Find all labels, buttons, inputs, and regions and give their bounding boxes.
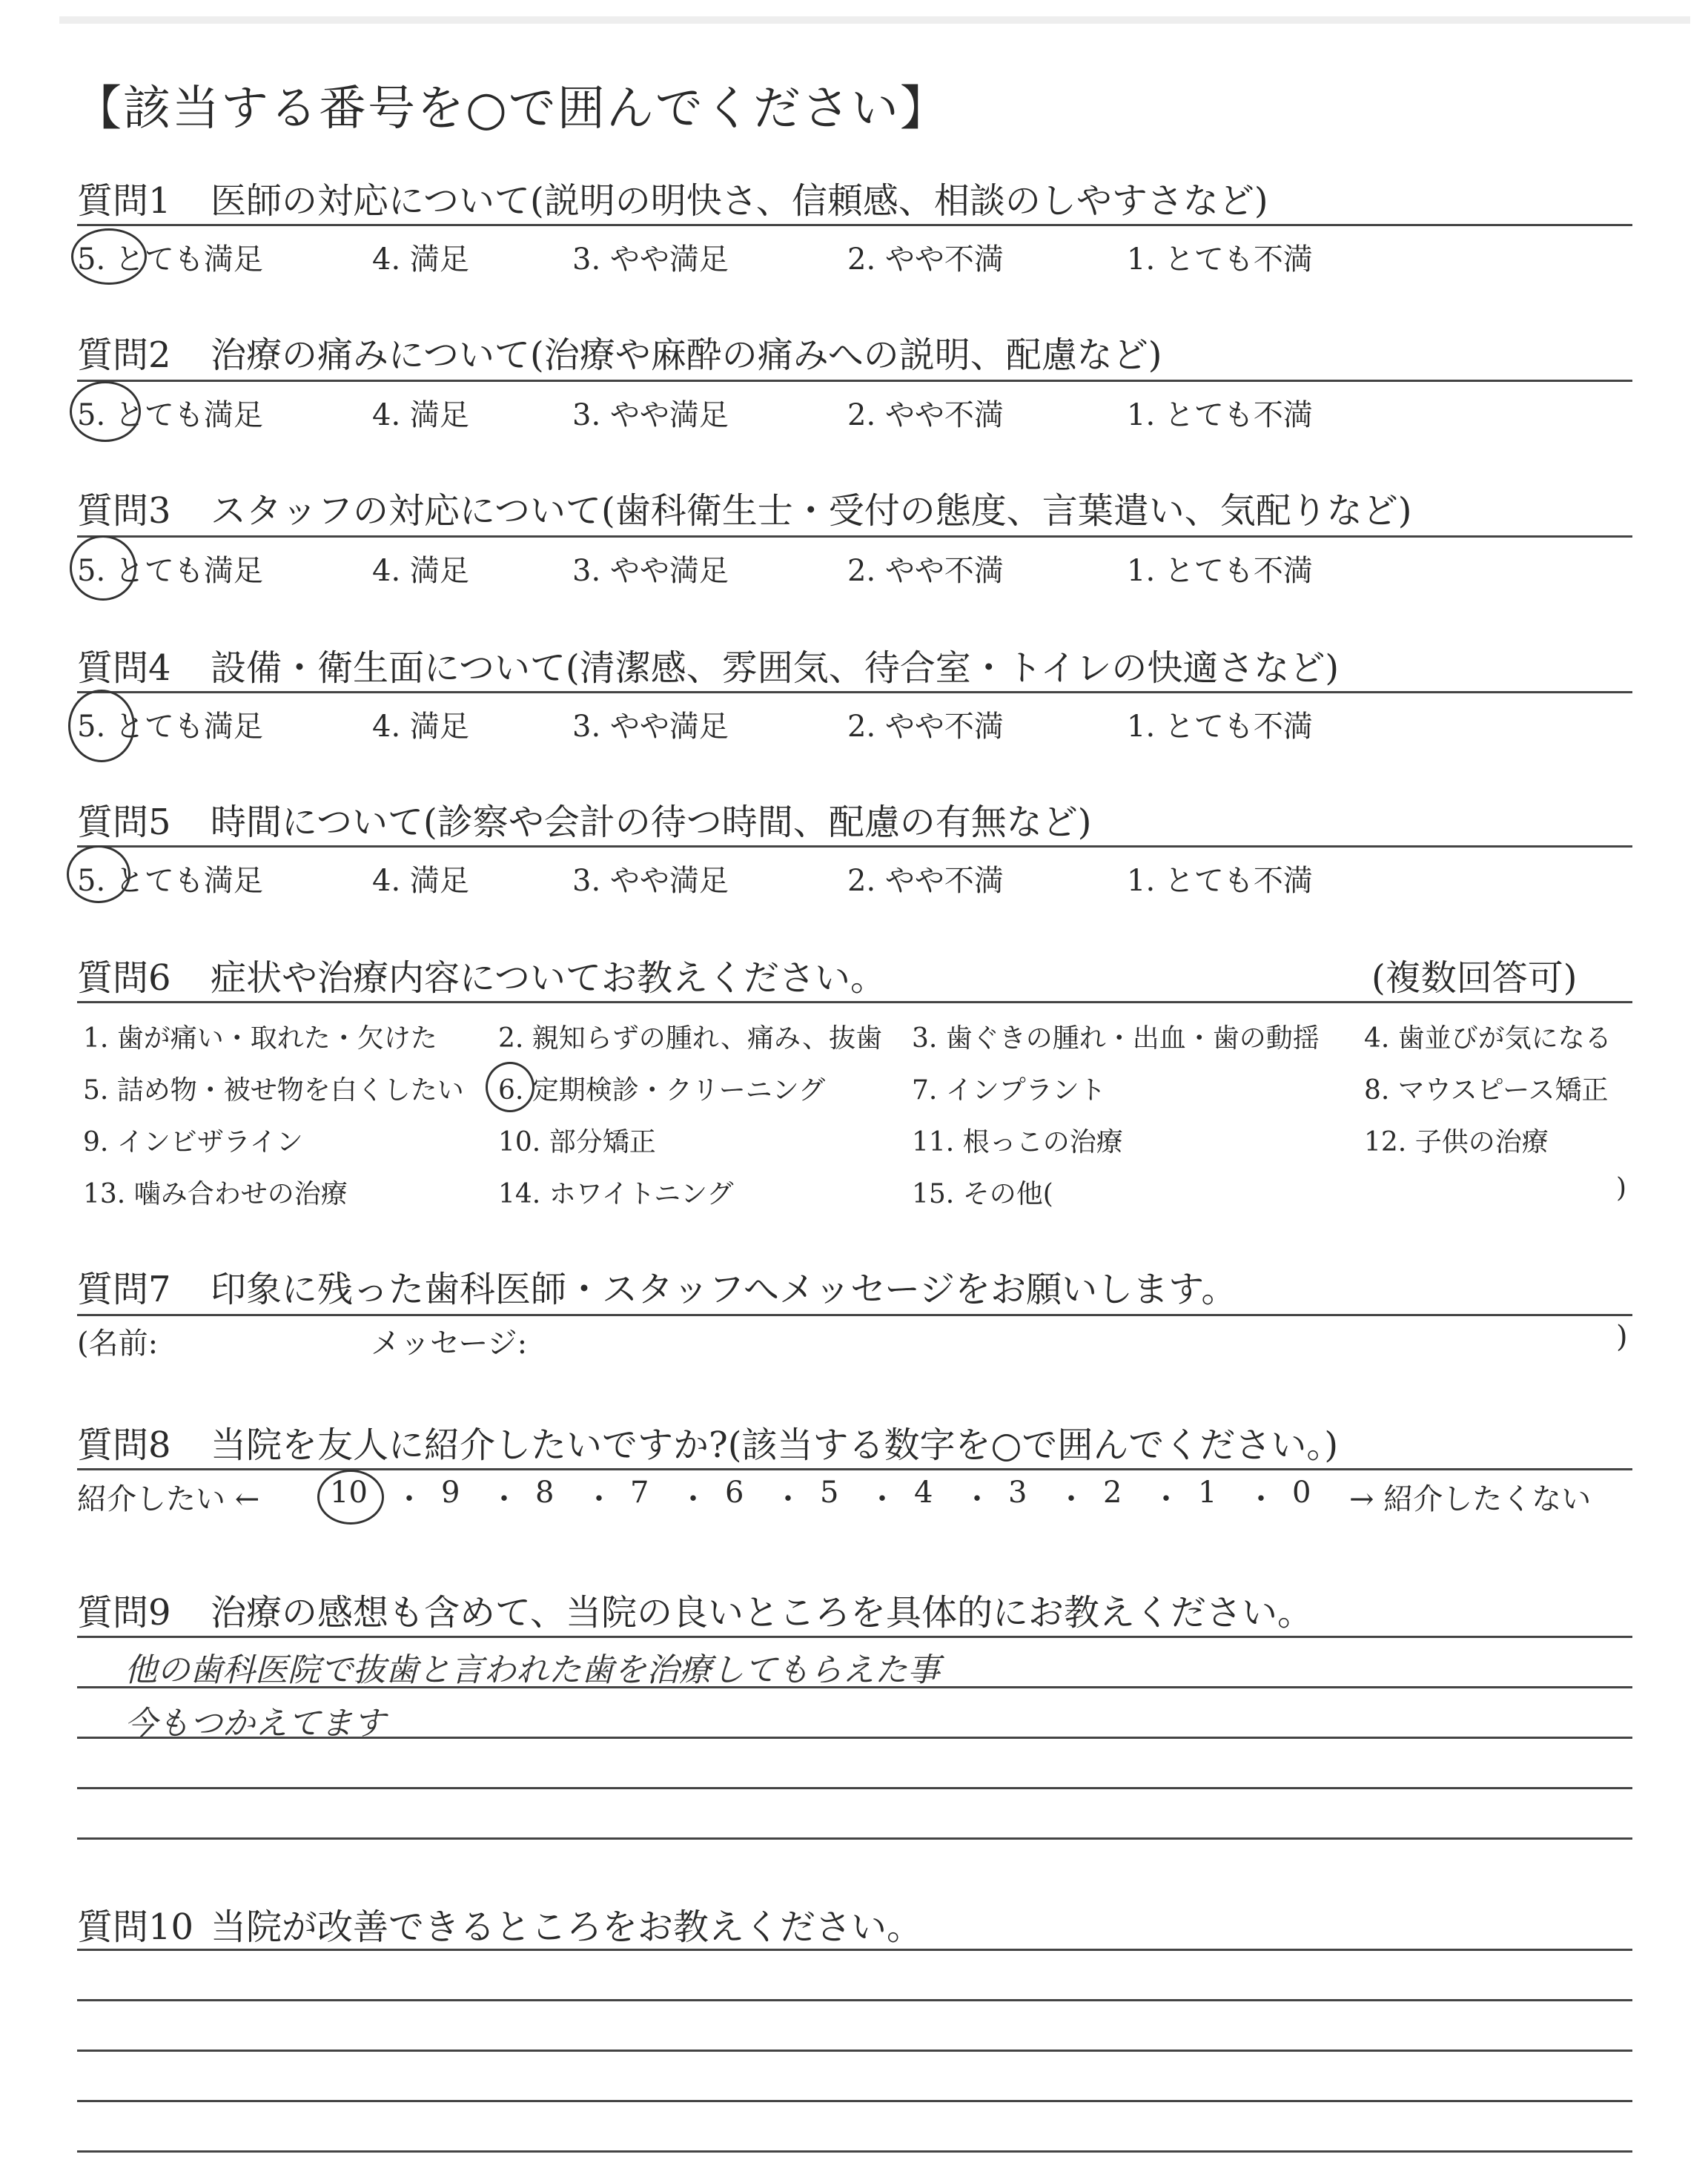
question-number: 質問9	[77, 1592, 171, 1634]
question-number: 質問2	[77, 334, 171, 376]
question-3	[77, 482, 1412, 533]
question-number: 質問6	[77, 957, 171, 999]
selection-circle	[71, 228, 147, 285]
divider	[77, 691, 1632, 693]
scan-top-edge	[59, 16, 1690, 24]
question-text: 設備・衛生面について(清潔感、雰囲気、待合室・トイレの快適さなど)	[211, 647, 1340, 689]
handwritten-answer-line-1: 他の歯科医院で抜歯と言われた歯を治療してもらえた事	[125, 1651, 940, 1689]
option-1[interactable]: 1. とても不満	[1127, 242, 1313, 277]
answer-line	[77, 1686, 1632, 1688]
option-3[interactable]: 3. やや満足	[572, 398, 729, 432]
option-5[interactable]: 5. とても満足	[77, 398, 263, 432]
option-5[interactable]: 5. とても満足	[77, 242, 263, 277]
symptom-option-2[interactable]: 2. 親知らずの腫れ、痛み、抜歯	[498, 1023, 883, 1054]
divider	[77, 1314, 1632, 1316]
option-3[interactable]: 3. やや満足	[572, 242, 729, 277]
question-4	[77, 639, 1339, 690]
scale-dot: ・	[489, 1482, 519, 1516]
handwritten-answer-line-2: 今もつかえてます	[125, 1705, 385, 1743]
question-text: 治療の感想も含めて、当院の良いところを具体的にお教えください。	[211, 1592, 1314, 1634]
answer-line	[77, 2100, 1632, 2102]
scale-dot: ・	[773, 1482, 803, 1516]
divider	[77, 845, 1632, 848]
symptom-option-13[interactable]: 13. 噛み合わせの治療	[83, 1179, 348, 1209]
scale-dot: ・	[962, 1482, 992, 1516]
scale-2[interactable]: 2	[1103, 1476, 1122, 1510]
question-8	[77, 1416, 1338, 1467]
message-field-label[interactable]: メッセージ:	[371, 1327, 528, 1361]
option-4[interactable]: 4. 満足	[372, 864, 469, 898]
question-5	[77, 793, 1092, 845]
symptom-option-3[interactable]: 3. 歯ぐきの腫れ・出血・歯の動揺	[912, 1023, 1320, 1054]
scale-3[interactable]: 3	[1008, 1476, 1027, 1510]
option-2[interactable]: 2. やや不満	[847, 554, 1004, 588]
other-close-paren: )	[1616, 1173, 1627, 1203]
symptom-option-4[interactable]: 4. 歯並びが気になる	[1364, 1023, 1612, 1054]
question-number: 質問4	[77, 647, 171, 689]
divider	[77, 380, 1632, 382]
divider	[77, 224, 1632, 226]
question-text: 医師の対応について(説明の明快さ、信頼感、相談のしやすさなど)	[211, 180, 1268, 222]
option-1[interactable]: 1. とても不満	[1127, 864, 1313, 898]
question-text: 当院を友人に紹介したいですか?(該当する数字を○で囲んでください。)	[211, 1424, 1339, 1466]
question-text: 症状や治療内容についてお教えください。	[211, 957, 887, 999]
selection-circle	[486, 1062, 534, 1112]
answer-line	[77, 1837, 1632, 1840]
scale-dot: ・	[1246, 1482, 1276, 1516]
recommend-left-label: 紹介したい ←	[77, 1482, 260, 1516]
scale-6[interactable]: 6	[725, 1476, 744, 1510]
scale-5[interactable]: 5	[820, 1476, 839, 1510]
question-number: 質問1	[77, 180, 171, 222]
question-text: 印象に残った歯科医師・スタッフへメッセージをお願いします。	[211, 1269, 1237, 1310]
multiple-answers-note: (複数回答可)	[1371, 957, 1578, 999]
symptom-option-7[interactable]: 7. インプラント	[912, 1075, 1106, 1106]
answer-line	[77, 2150, 1632, 2153]
option-3[interactable]: 3. やや満足	[572, 864, 729, 898]
scale-dot: ・	[1056, 1482, 1086, 1516]
scale-dot: ・	[584, 1482, 614, 1516]
question-number: 質問5	[77, 802, 171, 843]
question-9	[77, 1584, 1313, 1635]
symptom-option-15[interactable]: 15. その他(	[912, 1179, 1053, 1209]
symptom-option-11[interactable]: 11. 根っこの治療	[912, 1127, 1123, 1157]
option-2[interactable]: 2. やや不満	[847, 242, 1004, 277]
scale-9[interactable]: 9	[441, 1476, 460, 1510]
answer-line	[77, 2050, 1632, 2052]
scale-1[interactable]: 1	[1198, 1476, 1217, 1510]
option-5[interactable]: 5. とても満足	[77, 864, 263, 898]
question-text: スタッフの対応について(歯科衛生士・受付の態度、言葉遣い、気配りなど)	[211, 490, 1412, 532]
option-3[interactable]: 3. やや満足	[572, 710, 729, 744]
question-2	[77, 326, 1162, 377]
symptom-option-8[interactable]: 8. マウスピース矯正	[1364, 1075, 1609, 1106]
question-1	[77, 172, 1268, 223]
recommend-right-label: → 紹介したくない	[1349, 1482, 1592, 1516]
selection-circle	[68, 690, 135, 762]
option-5[interactable]: 5. とても満足	[77, 554, 263, 588]
symptom-option-10[interactable]: 10. 部分矯正	[498, 1127, 656, 1157]
option-5[interactable]: 5. とても満足	[77, 710, 263, 744]
question-number: 質問3	[77, 490, 171, 532]
divider	[77, 1636, 1632, 1638]
scale-8[interactable]: 8	[535, 1476, 555, 1510]
scale-7[interactable]: 7	[630, 1476, 649, 1510]
selection-circle	[70, 381, 141, 442]
option-1[interactable]: 1. とても不満	[1127, 554, 1313, 588]
question-number: 質問7	[77, 1269, 171, 1310]
message-close-paren: )	[1616, 1320, 1628, 1354]
option-4[interactable]: 4. 満足	[372, 398, 469, 432]
answer-line	[77, 1949, 1632, 1951]
option-4[interactable]: 4. 満足	[372, 710, 469, 744]
scale-dot: ・	[394, 1482, 424, 1516]
divider	[77, 535, 1632, 538]
option-3[interactable]: 3. やや満足	[572, 554, 729, 588]
answer-line	[77, 1737, 1632, 1739]
question-text: 治療の痛みについて(治療や麻酔の痛みへの説明、配慮など)	[211, 334, 1162, 376]
question-number: 質問10	[77, 1906, 194, 1948]
divider	[77, 1001, 1632, 1003]
symptom-option-14[interactable]: 14. ホワイトニング	[498, 1179, 734, 1209]
divider	[77, 1468, 1632, 1470]
symptom-option-9[interactable]: 9. インビザライン	[83, 1127, 303, 1157]
scale-dot: ・	[678, 1482, 708, 1516]
scale-dot: ・	[867, 1482, 897, 1516]
answer-line	[77, 1787, 1632, 1789]
option-2[interactable]: 2. やや不満	[847, 398, 1004, 432]
scale-0[interactable]: 0	[1292, 1476, 1311, 1510]
option-1[interactable]: 1. とても不満	[1127, 398, 1313, 432]
option-4[interactable]: 4. 満足	[372, 242, 469, 277]
question-7	[77, 1261, 1237, 1312]
answer-line	[77, 1999, 1632, 2001]
question-number: 質問8	[77, 1424, 171, 1466]
question-6	[77, 949, 886, 1000]
selection-circle	[317, 1470, 384, 1525]
selection-circle	[67, 845, 130, 903]
question-text: 時間について(診察や会計の待つ時間、配慮の有無など)	[211, 802, 1092, 843]
option-2[interactable]: 2. やや不満	[847, 864, 1004, 898]
question-text: 当院が改善できるところをお教えください。	[211, 1906, 923, 1948]
option-1[interactable]: 1. とても不満	[1127, 710, 1313, 744]
question-10	[77, 1898, 922, 1949]
option-4[interactable]: 4. 満足	[372, 554, 469, 588]
selection-circle	[70, 535, 136, 601]
symptom-option-5[interactable]: 5. 詰め物・被せ物を白くしたい	[83, 1075, 464, 1106]
symptom-option-12[interactable]: 12. 子供の治療	[1364, 1127, 1549, 1157]
name-field-label[interactable]: (名前:	[77, 1327, 159, 1361]
scale-10[interactable]: 10	[330, 1476, 368, 1510]
option-2[interactable]: 2. やや不満	[847, 710, 1004, 744]
page-title: 【該当する番号を○で囲んでください】	[74, 82, 949, 136]
symptom-option-6[interactable]: 6. 定期検診・クリーニング	[498, 1075, 826, 1106]
scale-4[interactable]: 4	[914, 1476, 933, 1510]
symptom-option-1[interactable]: 1. 歯が痛い・取れた・欠けた	[83, 1023, 437, 1054]
scale-dot: ・	[1151, 1482, 1181, 1516]
